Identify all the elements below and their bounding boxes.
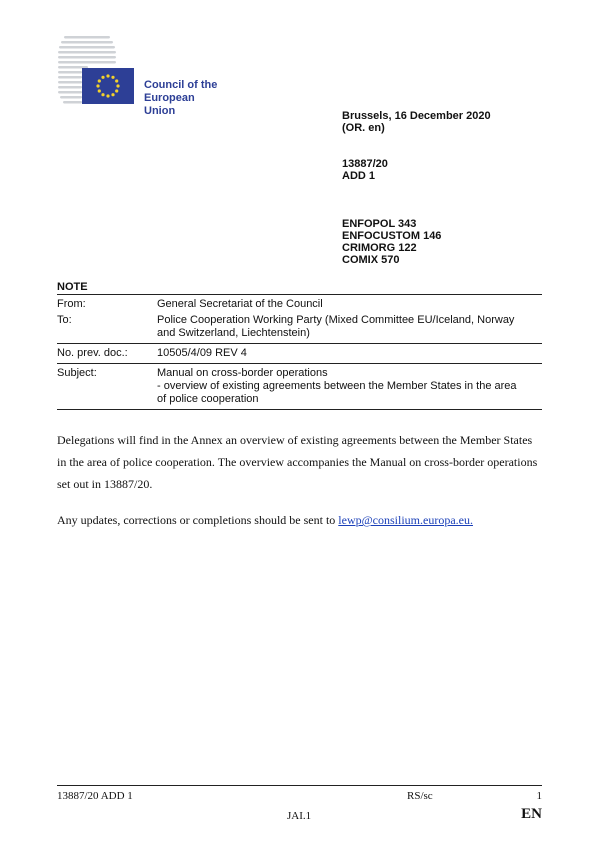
email-link[interactable]: lewp@consilium.europa.eu. [338, 513, 473, 527]
place-date-block [342, 110, 491, 134]
place-date: Brussels, 16 December 2020 [342, 110, 491, 122]
from-label: From: [57, 298, 86, 310]
prev-doc-value: 10505/4/09 REV 4 [157, 347, 247, 359]
page-footer [57, 785, 542, 822]
document-number-block [342, 158, 388, 182]
body-paragraph: Any updates, corrections or completions should be sent to lewp@consilium.europa.eu. [57, 513, 473, 527]
original-language: (OR. en) [342, 122, 385, 134]
meta-row-prev-doc [57, 343, 542, 363]
addendum: ADD 1 [342, 170, 376, 182]
to-value: Police Cooperation Working Party (Mixed Committee EU/Iceland, Norway and Switzerland, Liechtenstein) [157, 314, 515, 339]
organization-name: Council of the European Union [144, 79, 218, 117]
meta-row-to [57, 311, 542, 343]
eu-flag-icon [82, 68, 134, 104]
document-body [57, 429, 543, 545]
council-logo [58, 34, 228, 117]
footer-language: EN [521, 806, 542, 822]
meta-row-from [57, 295, 542, 311]
body-paragraph: Delegations will find in the Annex an overview of existing agreements between the Member States in the area of police cooperation. The overview accompanies the Manual on cross-border operations set out in 13887/20. [57, 433, 538, 491]
note-metadata-table [57, 294, 542, 410]
to-label: To: [57, 314, 72, 326]
classification-codes [342, 218, 441, 266]
footer-initials: RS/sc [407, 790, 433, 802]
code-item: COMIX 570 [342, 254, 400, 266]
note-title: NOTE [57, 281, 88, 293]
code-item: ENFOCUSTOM 146 [342, 230, 442, 242]
footer-doc-ref: 13887/20 ADD 1 [57, 790, 133, 802]
subject-value: Manual on cross-border operations - overview of existing agreements between the Member States in the area of police cooperation [157, 367, 517, 405]
subject-label: Subject: [57, 367, 97, 379]
code-item: CRIMORG 122 [342, 242, 417, 254]
footer-department: JAI.1 [287, 810, 312, 822]
document-number: 13887/20 [342, 158, 388, 170]
code-item: ENFOPOL 343 [342, 218, 417, 230]
footer-page-number: 1 [536, 790, 542, 802]
meta-row-subject [57, 363, 542, 409]
prev-doc-label: No. prev. doc.: [57, 347, 128, 359]
from-value: General Secretariat of the Council [157, 298, 323, 310]
